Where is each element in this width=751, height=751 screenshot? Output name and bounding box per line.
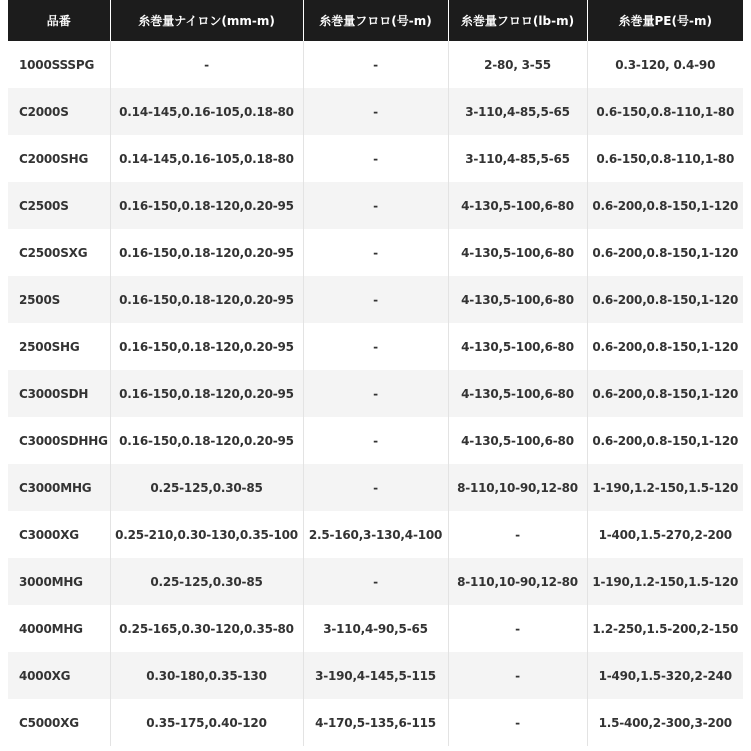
nylon-capacity-cell: 0.30-180,0.35-130 <box>110 652 303 699</box>
fluoro-lb-capacity-cell: - <box>448 605 587 652</box>
fluoro-lb-capacity-cell: 4-130,5-100,6-80 <box>448 182 587 229</box>
fluoro-lb-capacity-cell: 4-130,5-100,6-80 <box>448 323 587 370</box>
model-cell: 1000SSSPG <box>8 41 110 88</box>
line-capacity-table <box>8 0 743 746</box>
fluoro-go-capacity-cell: - <box>303 464 448 511</box>
nylon-capacity-cell: 0.14-145,0.16-105,0.18-80 <box>110 135 303 182</box>
table-row <box>8 182 743 229</box>
nylon-capacity-cell: 0.16-150,0.18-120,0.20-95 <box>110 229 303 276</box>
nylon-capacity-cell: 0.16-150,0.18-120,0.20-95 <box>110 182 303 229</box>
pe-capacity-cell: 1-190,1.2-150,1.5-120 <box>587 558 743 605</box>
model-cell: C2000S <box>8 88 110 135</box>
nylon-capacity-cell: 0.25-125,0.30-85 <box>110 558 303 605</box>
table-row <box>8 511 743 558</box>
pe-capacity-cell: 1-190,1.2-150,1.5-120 <box>587 464 743 511</box>
model-cell: 2500SHG <box>8 323 110 370</box>
table-row <box>8 370 743 417</box>
table-row <box>8 417 743 464</box>
nylon-capacity-cell: - <box>110 41 303 88</box>
spec-table-container <box>8 0 743 746</box>
fluoro-go-capacity-cell: - <box>303 229 448 276</box>
fluoro-go-capacity-cell: - <box>303 558 448 605</box>
model-cell: 4000MHG <box>8 605 110 652</box>
model-cell: C3000SDHHG <box>8 417 110 464</box>
table-row <box>8 699 743 746</box>
header-row <box>8 0 743 41</box>
model-cell: C2500SXG <box>8 229 110 276</box>
fluoro-lb-capacity-cell: - <box>448 699 587 746</box>
header-pe-go: 糸巻量PE(号-m) <box>587 0 743 41</box>
fluoro-go-capacity-cell: - <box>303 182 448 229</box>
pe-capacity-cell: 1.2-250,1.5-200,2-150 <box>587 605 743 652</box>
fluoro-go-capacity-cell: 3-190,4-145,5-115 <box>303 652 448 699</box>
table-row <box>8 41 743 88</box>
fluoro-lb-capacity-cell: 4-130,5-100,6-80 <box>448 417 587 464</box>
table-row <box>8 88 743 135</box>
pe-capacity-cell: 0.6-200,0.8-150,1-120 <box>587 370 743 417</box>
fluoro-go-capacity-cell: - <box>303 276 448 323</box>
fluoro-lb-capacity-cell: 4-130,5-100,6-80 <box>448 370 587 417</box>
nylon-capacity-cell: 0.14-145,0.16-105,0.18-80 <box>110 88 303 135</box>
fluoro-go-capacity-cell: 2.5-160,3-130,4-100 <box>303 511 448 558</box>
fluoro-go-capacity-cell: - <box>303 370 448 417</box>
pe-capacity-cell: 0.6-200,0.8-150,1-120 <box>587 323 743 370</box>
table-row <box>8 276 743 323</box>
header-fluoro-lb: 糸巻量フロロ(lb-m) <box>448 0 587 41</box>
nylon-capacity-cell: 0.25-125,0.30-85 <box>110 464 303 511</box>
table-row <box>8 135 743 182</box>
fluoro-go-capacity-cell: - <box>303 41 448 88</box>
table-row <box>8 558 743 605</box>
pe-capacity-cell: 0.6-200,0.8-150,1-120 <box>587 182 743 229</box>
header-fluoro-go: 糸巻量フロロ(号-m) <box>303 0 448 41</box>
table-row <box>8 323 743 370</box>
fluoro-lb-capacity-cell: - <box>448 511 587 558</box>
fluoro-lb-capacity-cell: 8-110,10-90,12-80 <box>448 464 587 511</box>
fluoro-go-capacity-cell: - <box>303 417 448 464</box>
pe-capacity-cell: 0.3-120, 0.4-90 <box>587 41 743 88</box>
table-header <box>8 0 743 41</box>
model-cell: C2000SHG <box>8 135 110 182</box>
table-row <box>8 464 743 511</box>
header-model: 品番 <box>8 0 110 41</box>
nylon-capacity-cell: 0.35-175,0.40-120 <box>110 699 303 746</box>
pe-capacity-cell: 0.6-200,0.8-150,1-120 <box>587 417 743 464</box>
fluoro-go-capacity-cell: - <box>303 135 448 182</box>
model-cell: C3000MHG <box>8 464 110 511</box>
pe-capacity-cell: 0.6-200,0.8-150,1-120 <box>587 276 743 323</box>
nylon-capacity-cell: 0.25-165,0.30-120,0.35-80 <box>110 605 303 652</box>
nylon-capacity-cell: 0.16-150,0.18-120,0.20-95 <box>110 323 303 370</box>
fluoro-lb-capacity-cell: - <box>448 652 587 699</box>
nylon-capacity-cell: 0.16-150,0.18-120,0.20-95 <box>110 276 303 323</box>
nylon-capacity-cell: 0.25-210,0.30-130,0.35-100 <box>110 511 303 558</box>
fluoro-go-capacity-cell: 3-110,4-90,5-65 <box>303 605 448 652</box>
model-cell: 4000XG <box>8 652 110 699</box>
fluoro-lb-capacity-cell: 4-130,5-100,6-80 <box>448 229 587 276</box>
fluoro-go-capacity-cell: - <box>303 323 448 370</box>
fluoro-go-capacity-cell: - <box>303 88 448 135</box>
fluoro-go-capacity-cell: 4-170,5-135,6-115 <box>303 699 448 746</box>
fluoro-lb-capacity-cell: 3-110,4-85,5-65 <box>448 88 587 135</box>
table-body <box>8 41 743 746</box>
pe-capacity-cell: 1.5-400,2-300,3-200 <box>587 699 743 746</box>
nylon-capacity-cell: 0.16-150,0.18-120,0.20-95 <box>110 417 303 464</box>
model-cell: 3000MHG <box>8 558 110 605</box>
table-row <box>8 605 743 652</box>
fluoro-lb-capacity-cell: 2-80, 3-55 <box>448 41 587 88</box>
nylon-capacity-cell: 0.16-150,0.18-120,0.20-95 <box>110 370 303 417</box>
fluoro-lb-capacity-cell: 8-110,10-90,12-80 <box>448 558 587 605</box>
pe-capacity-cell: 1-400,1.5-270,2-200 <box>587 511 743 558</box>
header-nylon-mm: 糸巻量ナイロン(mm-m) <box>110 0 303 41</box>
model-cell: C5000XG <box>8 699 110 746</box>
model-cell: C3000XG <box>8 511 110 558</box>
fluoro-lb-capacity-cell: 3-110,4-85,5-65 <box>448 135 587 182</box>
pe-capacity-cell: 1-490,1.5-320,2-240 <box>587 652 743 699</box>
table-row <box>8 229 743 276</box>
fluoro-lb-capacity-cell: 4-130,5-100,6-80 <box>448 276 587 323</box>
pe-capacity-cell: 0.6-150,0.8-110,1-80 <box>587 88 743 135</box>
table-row <box>8 652 743 699</box>
model-cell: 2500S <box>8 276 110 323</box>
pe-capacity-cell: 0.6-200,0.8-150,1-120 <box>587 229 743 276</box>
model-cell: C3000SDH <box>8 370 110 417</box>
model-cell: C2500S <box>8 182 110 229</box>
pe-capacity-cell: 0.6-150,0.8-110,1-80 <box>587 135 743 182</box>
